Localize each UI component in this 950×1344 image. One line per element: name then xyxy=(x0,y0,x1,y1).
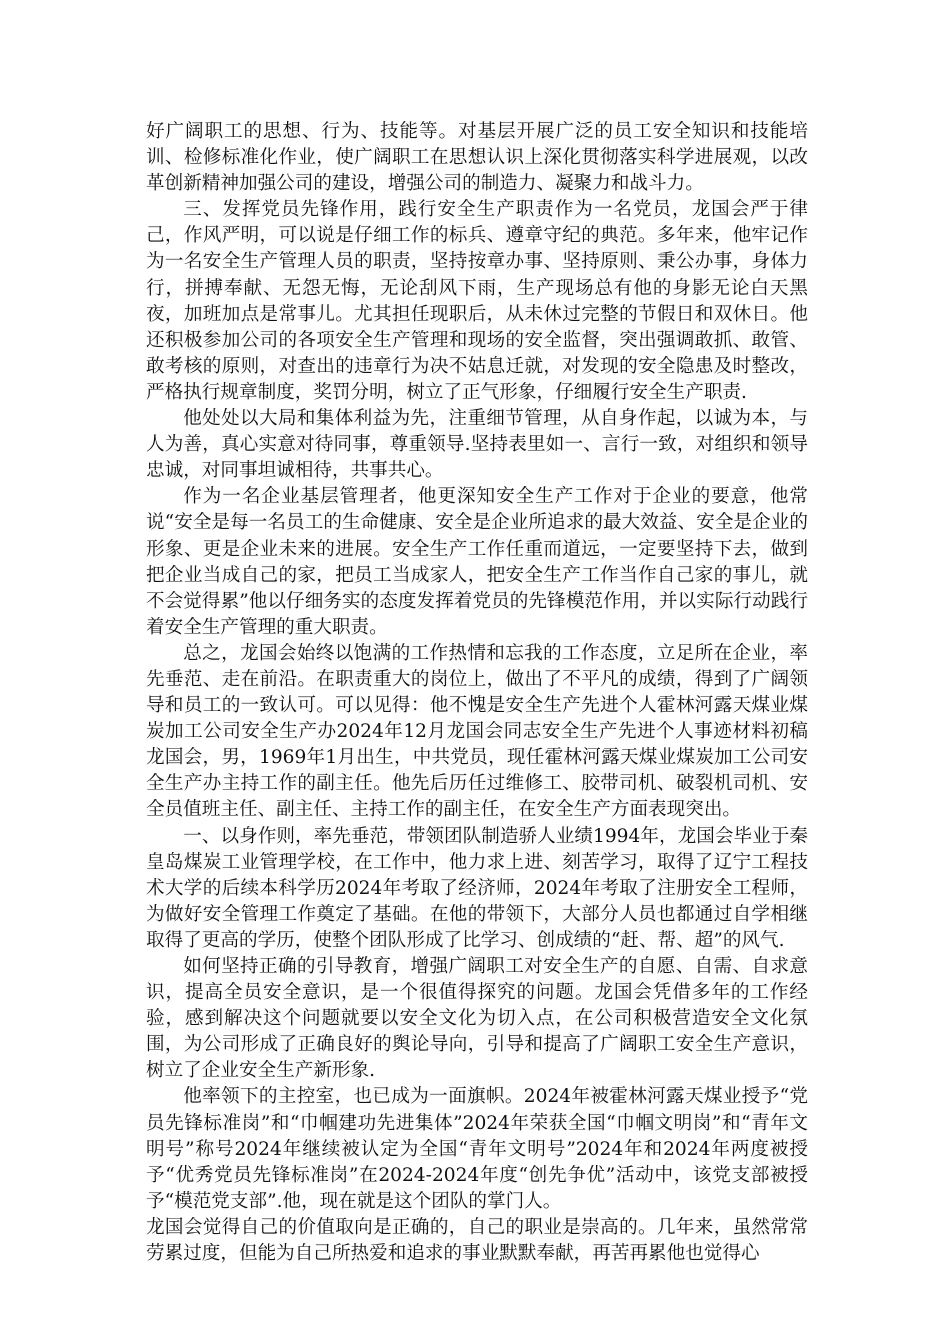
paragraph-section-three: 三、发挥党员先锋作用，践行安全生产职责作为一名党员，龙国会严于律己，作风严明，可以说是仔细工作的标兵、遵章守纪的典范。多年来，他牢记作为一名安全生产管理人员的职责，坚持按章办事、坚持原则、秉公办事，身体力行，拼搏奉献、无怨无悔，无论刮风下雨，生产现场总有他的身影无论白天黑夜，加班加点是常事儿。尤其担任现职后，从未休过完整的节假日和双休日。他还积极参加公司的各项安全生产管理和现场的安全监督，突出强调敢抓、敢管、敢考核的原则，对查出的违章行为决不姑息迁就，对发现的安全隐患及时整改，严格执行规章制度，奖罚分明，树立了正气形象，仔细履行安全生产职责. xyxy=(146,199,808,403)
paragraph-guidance: 如何坚持正确的引导教育，增强广阔职工对安全生产的自愿、自需、自求意识，提高全员安全意识，是一个很值得探究的问题。龙国会凭借多年的工作经验，感到解决这个问题就要以安全文化为切入点，在公司积极营造安全文化氛围，为公司形成了正确良好的舆论导向，引导和提高了广阔职工安全生产意识，树立了企业安全生产新形象. xyxy=(146,956,808,1082)
paragraph-overall-interest: 他处处以大局和集体利益为先，注重细节管理，从自身作起，以诚为本，与人为善，真心实意对待同事，尊重领导.坚持表里如一、言行一致，对组织和领导忠诚，对同事坦诚相待，共事共心。 xyxy=(146,408,808,482)
paragraph-summary: 总之，龙国会始终以饱满的工作热情和忘我的工作态度，立足所在企业，率先垂范、走在前沿。在职责重大的岗位上，做出了不平凡的成绩，得到了广阔领导和员工的一致认可。可以见得：他不愧是安全生产先进个人霍林河露天煤业煤炭加工公司安全生产办2024年12月龙国会同志安全生产先进个人事迹材料初稿龙国会，男，1969年1月出生，中共党员，现任霍林河露天煤业煤炭加工公司安全生产办主持工作的副主任。他先后历任过维修工、胶带司机、破裂机司机、安全员值班主任、副主任、主持工作的副主任，在安全生产方面表现突出。 xyxy=(146,642,808,821)
paragraph-section-one: 一、以身作则，率先垂范，带领团队制造骄人业绩1994年，龙国会毕业于秦皇岛煤炭工业管理学校，在工作中，他力求上进、刻苦学习，取得了辽宁工程技术大学的后续本科学历2024年考取了经济师，2024年考取了注册安全工程师，为做好安全管理工作奠定了基础。在他的带领下，大部分人员也都通过自学相继取得了更高的学历，使整个团队形成了比学习、创成绩的“赶、帮、超”的风气. xyxy=(146,825,808,951)
paragraph-continued: 好广阔职工的思想、行为、技能等。对基层开展广泛的员工安全知识和技能培训、检修标准化作业，使广阔职工在思想认识上深化贯彻落实科学进展观，以改革创新精神加强公司的建设，增强公司的制造力、凝聚力和战斗力。 xyxy=(146,121,808,195)
document-body xyxy=(146,119,808,1267)
paragraph-control-room: 他率领下的主控室，也已成为一面旗帜。2024年被霍林河露天煤业授予“党员先锋标准岗”和“巾帼建功先进集体”2024年荣获全国“巾帼文明岗”和“青年文明号”称号2024年继续被认定为全国“青年文明号”2024年和2024年两度被授予“优秀党员先锋标准岗”在2024-2024年度“创先争优”活动中，该党支部被授予“模范党支部”.他，现在就是这个团队的掌门人。 xyxy=(146,1086,808,1212)
paragraph-grassroots-manager: 作为一名企业基层管理者，他更深知安全生产工作对于企业的要意，他常说“安全是每一名员工的生命健康、安全是企业所追求的最大效益、安全是企业的形象、更是企业未来的进展。安全生产工作任重而道远，一定要坚持下去，做到把企业当成自己的家，把员工当成家人，把安全生产工作当作自己家的事儿，就不会觉得累”他以仔细务实的态度发挥着党员的先锋模范作用，并以实际行动践行着安全生产管理的重大职责。 xyxy=(146,486,808,638)
paragraph-values: 龙国会觉得自己的价值取向是正确的，自己的职业是崇高的。几年来，虽然常常劳累过度，但能为自己所热爱和追求的事业默默奉献，再苦再累他也觉得心 xyxy=(146,1216,808,1265)
